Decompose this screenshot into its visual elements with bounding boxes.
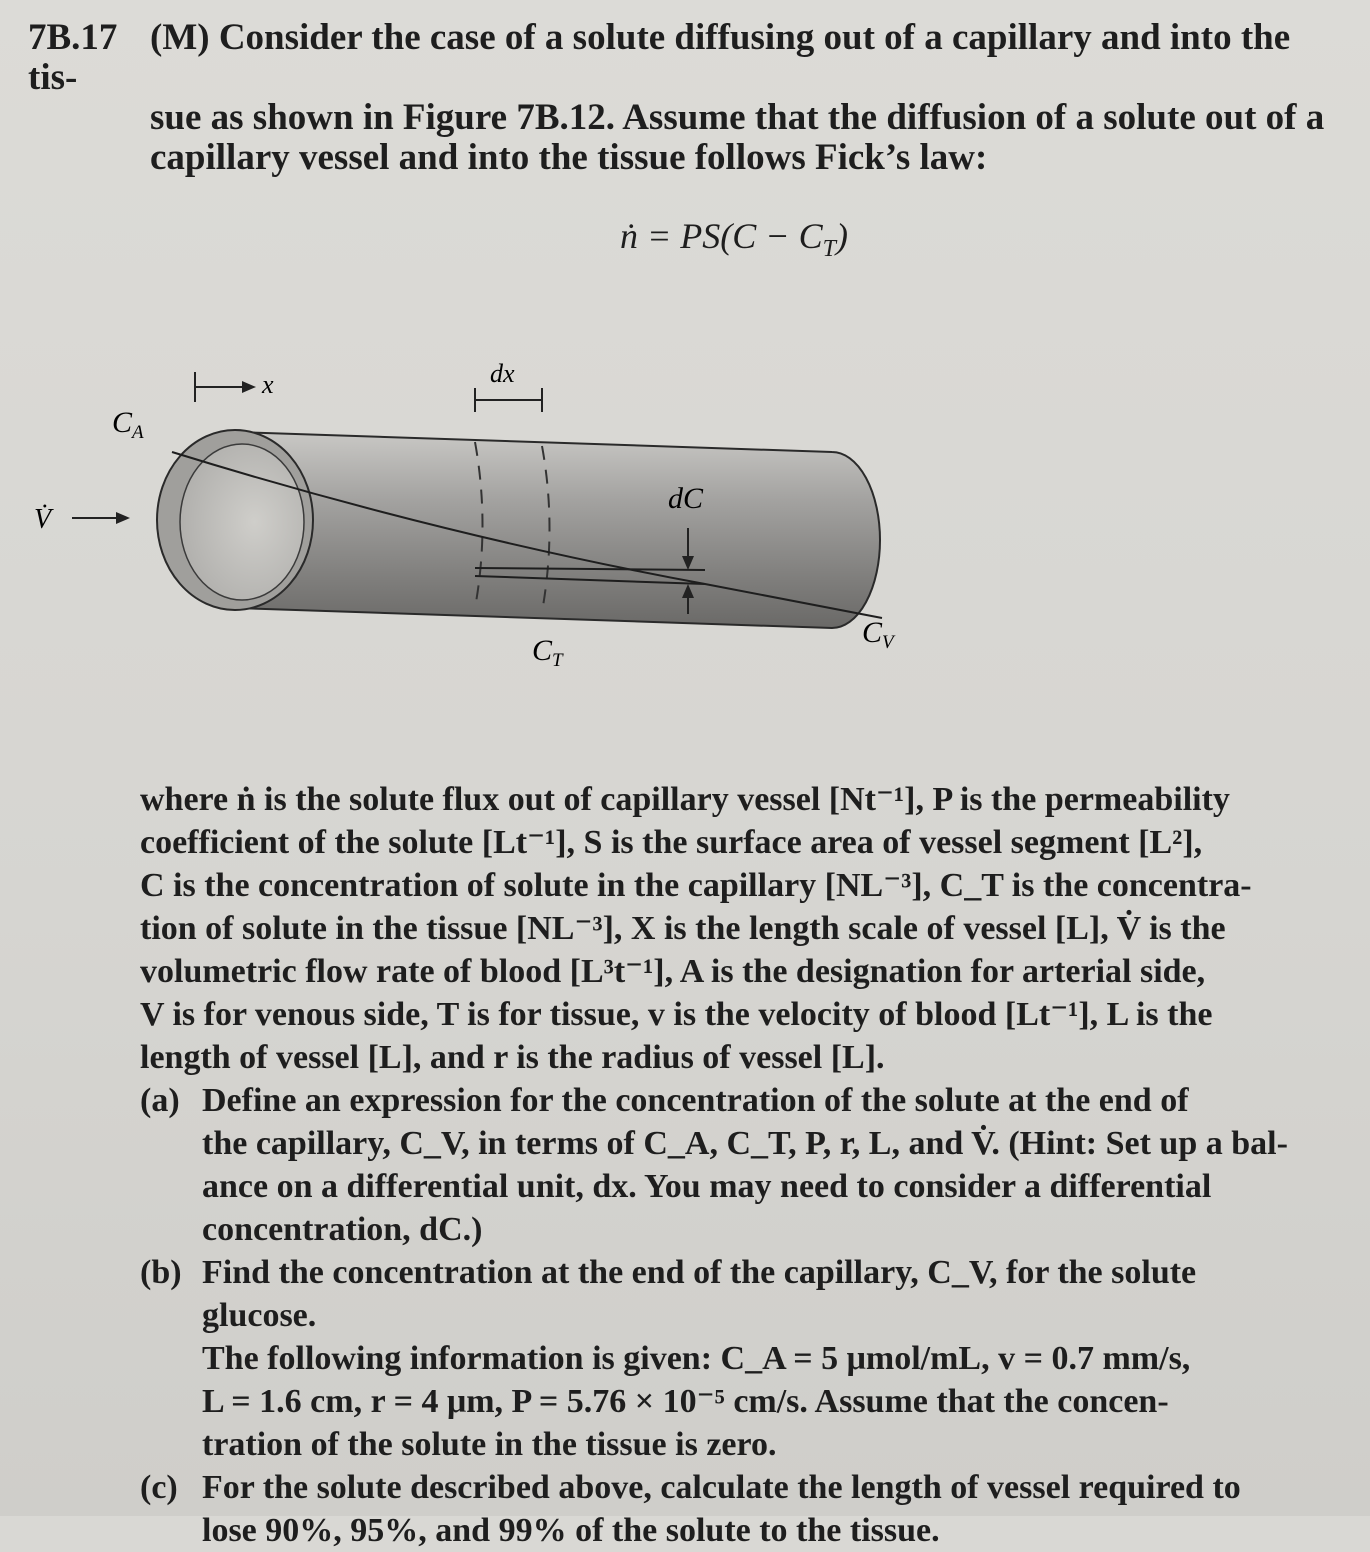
problem-number: 7B.17 (28, 17, 118, 58)
problem-body (140, 778, 1310, 1552)
description-line-4: tion of solute in the tissue [NL⁻³], X is the length scale of vessel [L], V̇ is the (140, 910, 1226, 947)
problem-text-1: (M) Consider the case of a solute diffusing out of a capillary and into the tis- (28, 17, 1291, 98)
label-x: x (262, 370, 274, 399)
part-c-line-2: lose 90%, 95%, and 99% of the solute to the tissue. (202, 1512, 940, 1549)
description-line-2: coefficient of the solute [Lt⁻¹], S is the surface area of vessel segment [L²], (140, 824, 1203, 861)
dx-marker (475, 388, 542, 412)
problem-statement (28, 18, 1348, 178)
label-ca: $C_A$ (112, 406, 144, 443)
part-a-line-2: the capillary, C_V, in terms of C_A, C_T, P, r, L, and V̇. (Hint: Set up a bal- (202, 1125, 1288, 1162)
part-a-line-3: ance on a differential unit, dx. You may need to consider a differential (202, 1168, 1212, 1205)
part-a-label: (a) (140, 1082, 180, 1119)
x-axis-marker (195, 372, 256, 402)
description-line-3: C is the concentration of solute in the capillary [NL⁻³], C_T is the concentra- (140, 867, 1252, 904)
equation-rhs: = PS(C − C (647, 216, 823, 256)
description-line-6: V is for venous side, T is for tissue, v is the velocity of blood [Lt⁻¹], L is the (140, 996, 1213, 1033)
part-c (140, 1466, 1310, 1552)
label-ct: $C_T$ (532, 634, 563, 671)
problem-line-2: sue as shown in Figure 7B.12. Assume that the diffusion of a solute out of a (150, 97, 1325, 138)
description-line-1: where ṅ is the solute flux out of capillary vessel [Nt⁻¹], P is the permeability (140, 781, 1230, 818)
equation-lhs: ṅ (620, 216, 638, 256)
part-a (140, 1079, 1310, 1251)
part-b-line-2: The following information is given: C_A = 5 μmol/mL, v = 0.7 mm/s, (202, 1340, 1191, 1377)
part-a-line-1: Define an expression for the concentration of the solute at the end of (202, 1082, 1189, 1119)
part-a-line-4: concentration, dC.) (202, 1211, 483, 1248)
label-dc: dC (668, 482, 704, 515)
problem-line-1 (28, 18, 1348, 98)
flow-arrow (72, 512, 130, 524)
label-vdot: V̇ (34, 504, 52, 535)
part-b-line-1: Find the concentration at the end of the capillary, C_V, for the solute glucose. (202, 1254, 1197, 1334)
capillary-figure (20, 350, 940, 690)
part-b-line-3: L = 1.6 cm, r = 4 μm, P = 5.76 × 10⁻⁵ cm/s. Assume that the concen- (202, 1383, 1169, 1420)
description-line-7: length of vessel [L], and r is the radius of vessel [L]. (140, 1039, 885, 1076)
part-c-line-1: For the solute described above, calculate the length of vessel required to (202, 1469, 1241, 1506)
label-dx: dx (490, 359, 515, 388)
equation-close: ) (835, 216, 848, 256)
description-line-5: volumetric flow rate of blood [L³t⁻¹], A is the designation for arterial side, (140, 953, 1206, 990)
part-b-line-4: tration of the solute in the tissue is zero. (202, 1426, 777, 1463)
description-paragraph (140, 778, 1310, 1079)
part-c-label: (c) (140, 1469, 178, 1506)
part-b-label: (b) (140, 1254, 182, 1291)
capillary-vessel (157, 430, 880, 628)
part-b (140, 1251, 1310, 1466)
problem-line-3: capillary vessel and into the tissue follows Fick’s law: (150, 137, 988, 178)
equation-sub: T (822, 236, 836, 263)
label-cv: $C_V$ (862, 616, 894, 653)
ficks-law-equation (620, 215, 848, 263)
